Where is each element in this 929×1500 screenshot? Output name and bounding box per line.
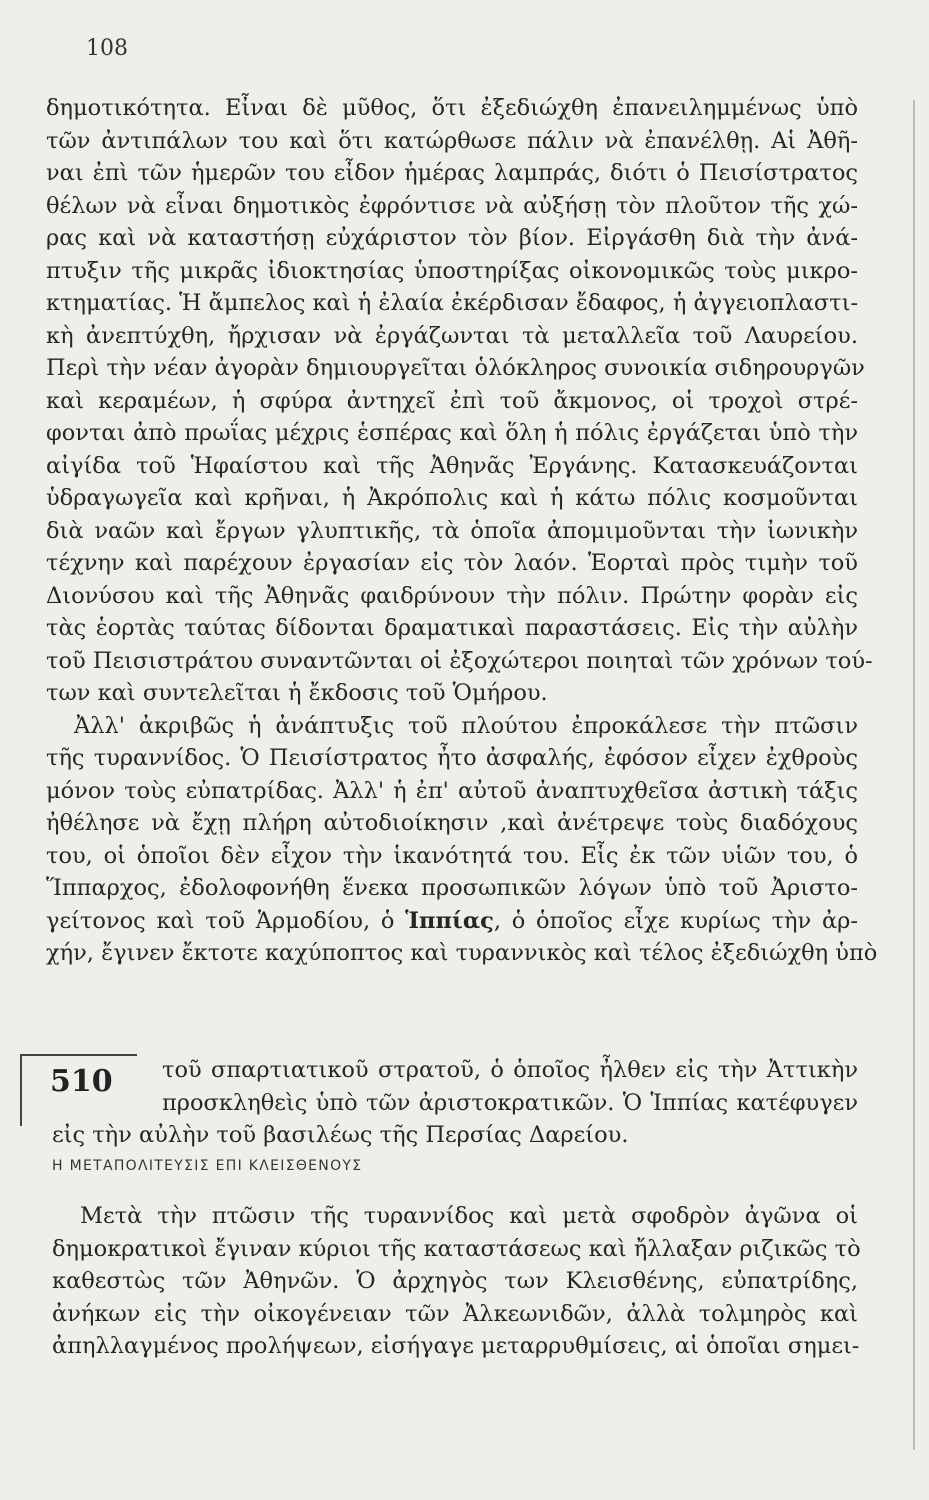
text-line: ἀνήκων εἰς τὴν οἰκογένειαν τῶν Ἀλκεωνιδῶν, ἀλλὰ τολμηρὸς καὶ [52, 1300, 858, 1327]
text-line: μόνον τοὺς εὐπατρίδας. Ἀλλ' ἡ ἐπ' αὐτοῦ ἀναπτυχθεῖσα ἀστικὴ τάξις [46, 777, 858, 804]
text-line: προσκληθεὶς ὑπὸ τῶν ἀριστοκρατικῶν. Ὁ Ἱππίας κατέφυγεν [162, 1089, 858, 1116]
section-text [52, 1200, 861, 1363]
text-line: καὶ κεραμέων, ἡ σφύρα ἀντηχεῖ ἐπὶ τοῦ ἄκμονος, οἱ τροχοὶ στρέ- [46, 387, 858, 414]
text-line: καθεστὼς τῶν Ἀθηνῶν. Ὁ ἀρχηγὸς των Κλεισθένης, εὐπατρίδης, [52, 1268, 858, 1294]
text-line: ρας καὶ νὰ καταστήσῃ εὐχάριστον τὸν βίον. Εἰργάσθη διὰ τὴν ἀνά- [46, 225, 858, 251]
text-line: φονται ἀπὸ πρωΐας μέχρις ἑσπέρας καὶ ὅλη ἡ πόλις ἐργάζεται ὑπὸ τὴν [46, 420, 858, 446]
margin-date-note: 510 [50, 1064, 113, 1099]
text-line: εἰς τὴν αὐλὴν τοῦ βασιλέως τῆς Περσίας Δαρείου. [52, 1122, 629, 1148]
text-line: κτηματίας. Ἡ ἄμπελος καὶ ἡ ἐλαία ἐκέρδισαν ἔδαφος, ἡ ἀγγειοπλαστι- [46, 290, 859, 316]
text-line: τῆς τυραννίδος. Ὁ Πεισίστρατος ἦτο ἀσφαλής, ἐφόσον εἶχεν ἐχθροὺς [46, 745, 858, 771]
text-line: γείτονος καὶ τοῦ Ἁρμοδίου, ὁ Ἱππίας, ὁ ὁποῖος εἶχε κυρίως τὴν ἀρ- [46, 907, 858, 934]
wrapped-text [162, 1054, 858, 1119]
text-line: ναι ἐπὶ τῶν ἡμερῶν του εἶδον ἡμέρας λαμπράς, διότι ὁ Πεισίστρατος [46, 160, 858, 186]
text-line: τοῦ σπαρτιατικοῦ στρατοῦ, ὁ ὁποῖος ἦλθεν εἰς τὴν Ἀττικὴν [162, 1057, 858, 1083]
text-line: ὑδραγωγεῖα καὶ κρῆναι, ἡ Ἀκρόπολις καὶ ἡ κάτω πόλις κοσμοῦνται [46, 485, 858, 511]
text-line: τέχνην καὶ παρέχουν ἐργασίαν εἰς τὸν λαόν. Ἑορταὶ πρὸς τιμὴν τοῦ [46, 550, 858, 576]
text-line: των καὶ συντελεῖται ἡ ἔκδοσις τοῦ Ὁμήρου. [46, 680, 548, 706]
text-line: χήν, ἔγινεν ἔκτοτε καχύποπτος καὶ τυραννικὸς καὶ τέλος ἐξεδιώχθη ὑπὸ [46, 940, 878, 966]
text-line: τοῦ Πεισιστράτου συναντῶνται οἱ ἐξοχώτεροι ποιηταὶ τῶν χρόνων τού- [46, 647, 873, 674]
text-line: τὰς ἑορτὰς ταύτας δίδονται δραματικαὶ παραστάσεις. Εἰς τὴν αὐλὴν [46, 615, 858, 641]
text-line: Ἀλλ' ἀκριβῶς ἡ ἀνάπτυξις τοῦ πλούτου ἐπροκάλεσε τὴν πτῶσιν [74, 712, 858, 739]
text-line: ἀπηλλαγμένος προλήψεων, εἰσήγαγε μεταρρυθμίσεις, αἱ ὁποῖαι σημει- [52, 1333, 860, 1359]
text-line: του, οἱ ὁποῖοι δὲν εἶχον τὴν ἱκανότητά του. Εἷς ἐκ τῶν υἱῶν του, ὁ [46, 842, 858, 869]
text-line: Διονύσου καὶ τῆς Ἀθηνᾶς φαιδρύνουν τὴν πόλιν. Πρώτην φορὰν εἰς [46, 582, 858, 609]
text-line: διὰ ναῶν καὶ ἔργων γλυπτικῆς, τὰ ὁποῖα ἀπομιμοῦνται τὴν ἰωνικὴν [46, 517, 858, 544]
main-text [46, 92, 878, 970]
text-line: κὴ ἀνεπτύχθη, ἤρχισαν νὰ ἐργάζωνται τὰ μεταλλεῖα τοῦ Λαυρείου. [46, 322, 858, 349]
text-line: θέλων νὰ εἶναι δημοτικὸς ἐφρόντισε νὰ αὐξήσῃ τὸν πλοῦτον τῆς χώ- [46, 192, 858, 219]
page-number: 108 [86, 36, 128, 61]
text-line: Ἵππαρχος, ἐδολοφονήθη ἕνεκα προσωπικῶν λόγων ὑπὸ τοῦ Ἀριστο- [46, 875, 858, 901]
text-line: τῶν ἀντιπάλων του καὶ ὅτι κατώρθωσε πάλιν νὰ ἐπανέλθῃ. Αἱ Ἀθῆ- [46, 127, 858, 154]
text-line: πτυξιν τῆς μικρᾶς ἰδιοκτησίας ὑποστηρίξας οἰκονομικῶς τοὺς μικρο- [46, 257, 858, 284]
text-line: δημοτικότητα. Εἶναι δὲ μῦθος, ὅτι ἐξεδιώχθη ἐπανειλημμένως ὑπὸ [46, 95, 858, 121]
text-line: Περὶ τὴν νέαν ἀγορὰν δημιουργεῖται ὁλόκληρος συνοικία σιδηρουργῶν [46, 355, 865, 381]
text-line: ἠθέλησε νὰ ἔχῃ πλήρη αὐτοδιοίκησιν ,καὶ ἀνέτρεψε τοὺς διαδόχους [46, 810, 858, 836]
text-line: αἰγίδα τοῦ Ἡφαίστου καὶ τῆς Ἀθηνᾶς Ἐργάνης. Κατασκευάζονται [46, 452, 858, 479]
text-line: Μετὰ τὴν πτῶσιν τῆς τυραννίδος καὶ μετὰ σφοδρὸν ἀγῶνα οἱ [80, 1203, 858, 1229]
text-line: δημοκρατικοὶ ἔγιναν κύριοι τῆς καταστάσεως καὶ ἤλλαξαν ριζικῶς τὸ [52, 1235, 861, 1262]
page-edge-shadow [913, 100, 915, 1450]
section-heading: Η ΜΕΤΑΠΟΛΙΤΕΥΣΙΣ ΕΠΙ ΚΛΕΙΣΘΕΝΟΥΣ [52, 1158, 363, 1174]
